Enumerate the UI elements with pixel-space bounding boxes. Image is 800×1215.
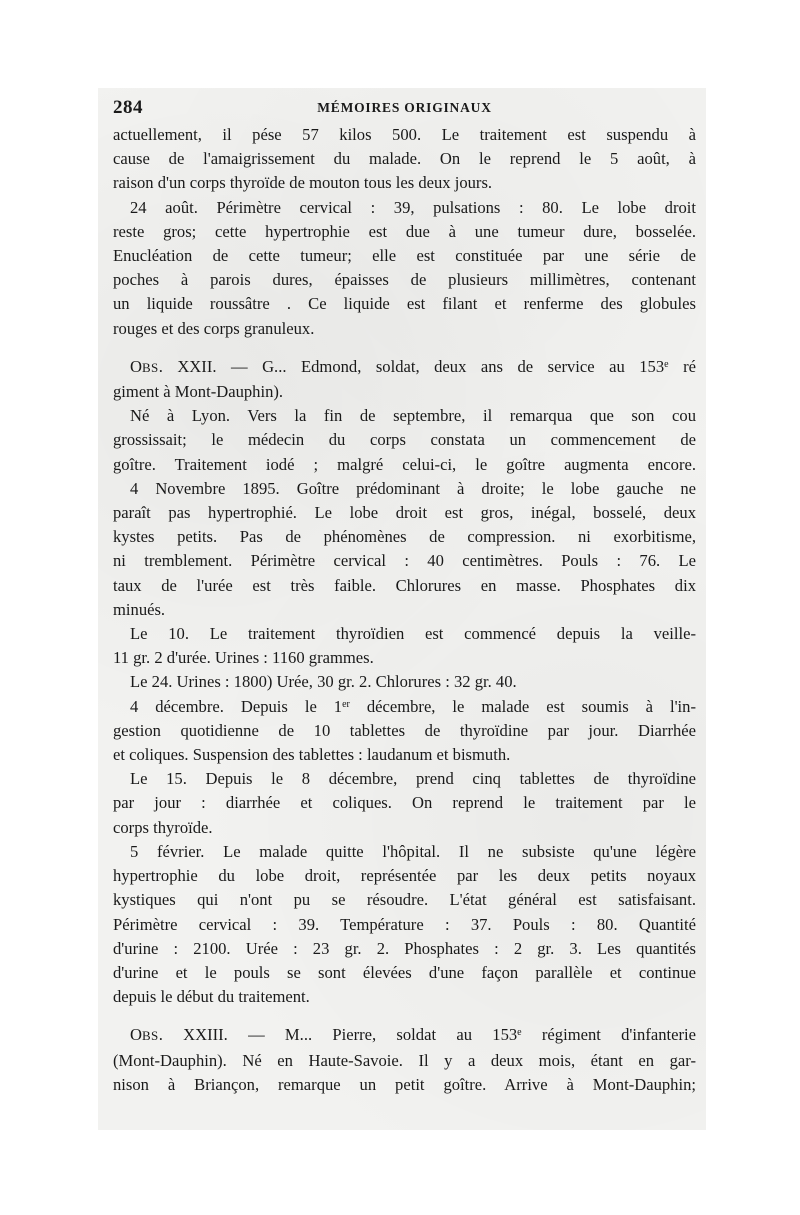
text-line: reste gros; cette hypertrophie est due à une tumeur dure, bosselée. bbox=[113, 221, 696, 241]
text-line: Né à Lyon. Vers la fin de septembre, il remarqua que son cou bbox=[130, 406, 696, 426]
text-line: grossissait; le médecin du corps constata un commencement de bbox=[113, 430, 696, 450]
obs-heading-text: . XXII. — G... Edmond, soldat, deux ans de service au 153 bbox=[158, 356, 665, 376]
text-line: kystiques qui n'ont pu se résoudre. L'état général est satisfaisant. bbox=[113, 890, 696, 910]
section-gap bbox=[113, 1009, 696, 1023]
text-line: poches à parois dures, épaisses de plusieurs millimètres, contenant bbox=[113, 270, 696, 290]
continued-text bbox=[113, 123, 696, 341]
text-line: kystes petits. Pas de phénomènes de compression. ni exorbitisme, bbox=[113, 527, 696, 547]
text-line: Le 24. Urines : 1800) Urée, 30 gr. 2. Chlorures : 32 gr. 40. bbox=[130, 672, 517, 692]
observation-heading-line bbox=[113, 1023, 696, 1048]
text-line: Périmètre cervical : 39. Température : 37. Pouls : 80. Quantité bbox=[113, 914, 696, 934]
text-line bbox=[113, 695, 696, 719]
text-line: ni tremblement. Périmètre cervical : 40 centimètres. Pouls : 76. Le bbox=[113, 551, 696, 571]
section-gap bbox=[113, 341, 696, 355]
page-header bbox=[113, 97, 696, 119]
page-number: 284 bbox=[113, 97, 143, 118]
text-line: paraît pas hypertrophié. Le lobe droit est gros, inégal, bosselé, deux bbox=[113, 503, 696, 523]
text-line: 24 août. Périmètre cervical : 39, pulsations : 80. Le lobe droit bbox=[130, 197, 696, 217]
text-line: un liquide roussâtre . Ce liquide est filant et renferme des globules bbox=[113, 294, 696, 314]
text-line: d'urine et le pouls se sont élevées d'une façon parallèle et continue bbox=[113, 962, 696, 982]
text-line: hypertrophie du lobe droit, représentée par les deux petits noyaux bbox=[113, 866, 696, 886]
text-line: depuis le début du traitement. bbox=[113, 987, 310, 1007]
observation-xxii bbox=[113, 355, 696, 1009]
superscript: er bbox=[342, 698, 350, 710]
obs-label-initial: O bbox=[130, 356, 142, 376]
text-line: giment à Mont-Dauphin). bbox=[113, 382, 284, 402]
running-title: MÉMOIRES ORIGINAUX bbox=[317, 100, 492, 115]
text-line: d'urine : 2100. Urée : 23 gr. 2. Phosphates : 2 gr. 3. Les quantités bbox=[113, 938, 696, 958]
obs-label-initial: O bbox=[130, 1025, 142, 1045]
text-line: nison à Briançon, remarque un petit goître. Arrive à Mont-Dauphin; bbox=[113, 1074, 696, 1094]
text-line: Le 10. Le traitement thyroïdien est commencé depuis la veille- bbox=[130, 624, 696, 644]
text-line: goître. Traitement iodé ; malgré celui-ci, le goître augmenta encore. bbox=[113, 454, 696, 474]
text-line: Enucléation de cette tumeur; elle est constituée par une série de bbox=[113, 246, 696, 266]
text-line: 5 février. Le malade quitte l'hôpital. Il ne subsiste qu'une légère bbox=[130, 841, 696, 861]
text-line: Le 15. Depuis le 8 décembre, prend cinq tablettes de thyroïdine bbox=[130, 769, 696, 789]
text-line: 4 Novembre 1895. Goître prédominant à droite; le lobe gauche ne bbox=[130, 478, 696, 498]
text-line: gestion quotidienne de 10 tablettes de thyroïdine par jour. Diarrhée bbox=[113, 720, 696, 740]
text-line: actuellement, il pése 57 kilos 500. Le traitement est suspendu à bbox=[113, 125, 696, 144]
text-line: cause de l'amaigrissement du malade. On le reprend le 5 août, à bbox=[113, 149, 696, 169]
dec-line-start: 4 décembre. Depuis le 1 bbox=[130, 696, 343, 716]
obs-heading-end: régiment d'infanterie bbox=[521, 1025, 696, 1045]
text-line: raison d'un corps thyroïde de mouton tous les deux jours. bbox=[113, 173, 493, 193]
superscript: e bbox=[664, 358, 669, 370]
obs-heading-text: . XXIII. — M... Pierre, soldat au 153 bbox=[158, 1025, 518, 1045]
obs-label-smallcaps: BS bbox=[141, 1028, 159, 1044]
text-line: corps thyroïde. bbox=[113, 817, 213, 837]
obs-label-smallcaps: BS bbox=[141, 359, 159, 375]
text-line: 11 gr. 2 d'urée. Urines : 1160 grammes. bbox=[113, 648, 374, 668]
text-line: minués. bbox=[113, 599, 166, 619]
text-line: taux de l'urée est très faible. Chlorures en masse. Phosphates dix bbox=[113, 575, 696, 595]
observation-xxiii bbox=[113, 1023, 696, 1097]
text-line: (Mont-Dauphin). Né en Haute-Savoie. Il y a deux mois, étant en gar- bbox=[113, 1050, 696, 1070]
text-line: par jour : diarrhée et coliques. On reprend le traitement par le bbox=[113, 793, 696, 813]
text-line: rouges et des corps granuleux. bbox=[113, 318, 315, 338]
text-line: et coliques. Suspension des tablettes : laudanum et bismuth. bbox=[113, 745, 511, 765]
book-page bbox=[113, 97, 696, 1097]
superscript: e bbox=[517, 1027, 522, 1039]
observation-heading-line bbox=[113, 355, 696, 380]
dec-line-end: décembre, le malade est soumis à l'in- bbox=[349, 696, 696, 716]
obs-heading-end: ré bbox=[668, 356, 696, 376]
